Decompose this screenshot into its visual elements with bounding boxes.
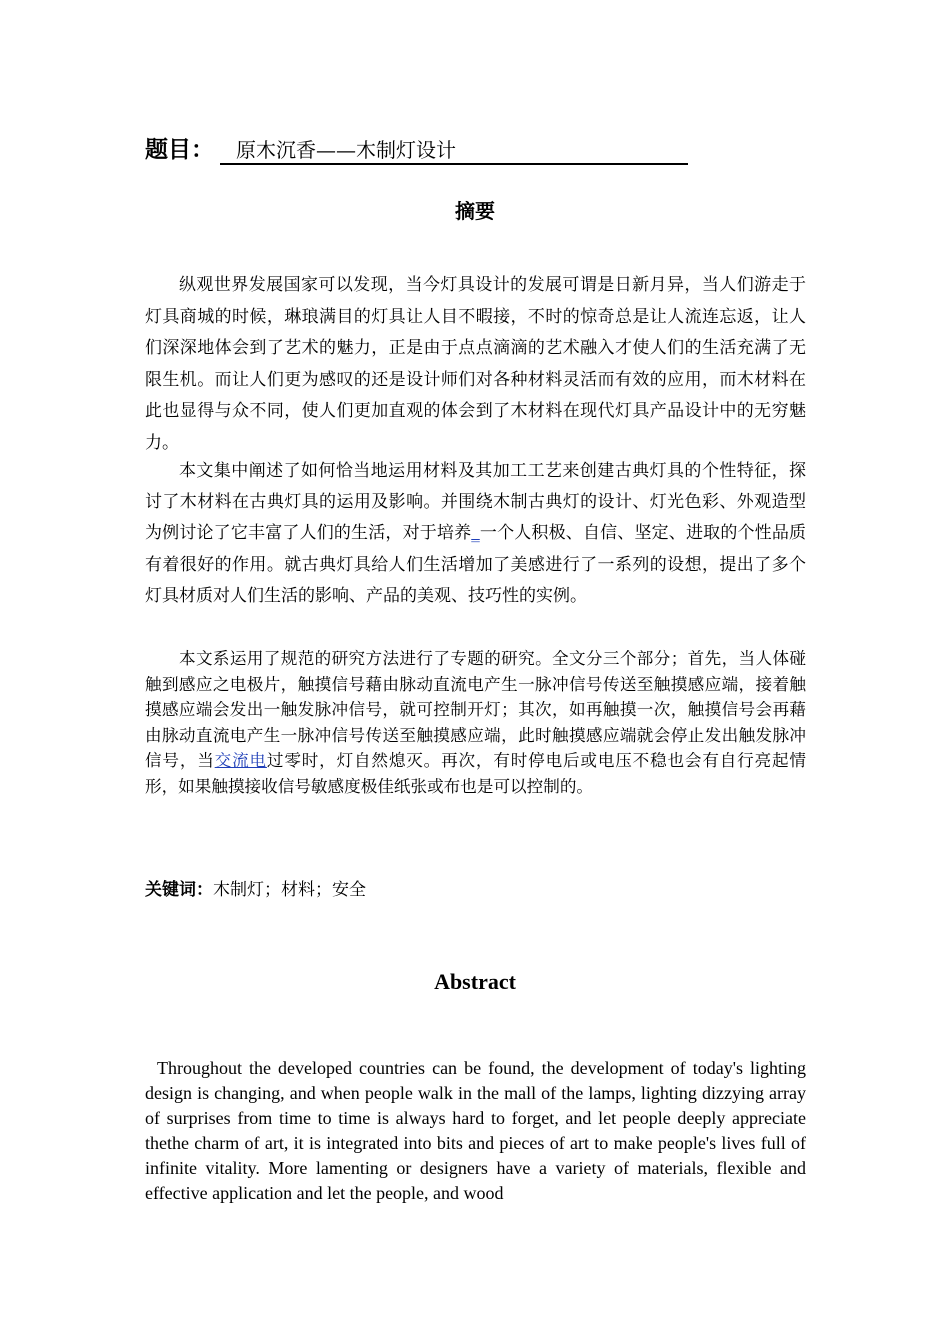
paragraph-3-part-b: 过零时，灯自然熄灭。再次，有时停电后或电压不稳也会有自行亮起情形，如果触摸接收信号敏感度极佳纸张或布也是可以控制的。 [145,751,807,796]
abstract-paragraph-en: Throughout the developed countries can be found, the development of today's lighting design is changing, and when people walk in the mall of the lamps, lighting dizzying array of surprises from time to time is always hard to forget, and let people deeply appreciate thethe charm of art, it is integrated into bits and pieces of art to make people's lives full of infinite vitality. More lamenting or designers have a variety of materials, flexible and effective application and let the people, and wood [145,1058,806,1203]
paragraph-3-part-a: 本文系运用了规范的研究方法进行了专题的研究。全文分三个部分；首先，当人体碰触到感应之电极片，触摸信号藉由脉动直流电产生一脉冲信号传送至触摸感应端，接着触摸感应端会发出一触发脉冲信号，就可控制开灯；其次，如再触摸一次，触摸信号会再藉由脉动直流电产生一脉冲信号传送至触摸感应端，此时触摸感应端就会停止发出触发脉冲信号，当 [145,649,806,771]
thesis-title [145,133,688,167]
title-label: 题目： [145,137,214,163]
abstract-heading-cn: 摘要 [455,199,495,223]
keywords-label: 关键词： [145,880,213,900]
abstract-heading-en: Abstract [434,969,516,994]
abstract-paragraph-3 [145,646,806,800]
abstract-paragraph-2 [145,456,806,612]
title-text: 原木沉香——木制灯设计 [220,137,688,165]
paragraph-2-part-b: 一个人积极、自信、坚定、进取的个性品质有着很好的作用。就古典灯具给人们生活增加了美感进行了一系列的设想，提出了多个灯具材质对人们生活的影响、产品的美观、技巧性的实例。 [145,523,806,606]
paragraph-2-mark: _ [471,523,480,544]
ac-power-link[interactable]: 交流电 [214,751,267,771]
abstract-paragraph-1: 纵观世界发展国家可以发现，当今灯具设计的发展可谓是日新月异，当人们游走于灯具商城的时候，琳琅满目的灯具让人目不暇接，不时的惊奇总是让人流连忘返，让人们深深地体会到了艺术的魅力，正是由于点点滴滴的艺术融入才使人们的生活充满了无限生机。而让人们更为感叹的还是设计师们对各种材料灵活而有效的应用，而木材料在此也显得与众不同，使人们更加直观的体会到了木材料在现代灯具产品设计中的无穷魅力。 [145,275,806,453]
keywords-text: 木制灯；材料；安全 [213,880,366,900]
paragraph-2-part-a: 本文集中阐述了如何恰当地运用材料及其加工工艺来创建古典灯具的个性特征，探讨了木材料在古典灯具的运用及影响。并围绕木制古典灯的设计、灯光色彩、外观造型为例讨论了它丰富了人们的生活，对于培养 [145,461,806,544]
keywords-line [145,876,366,904]
